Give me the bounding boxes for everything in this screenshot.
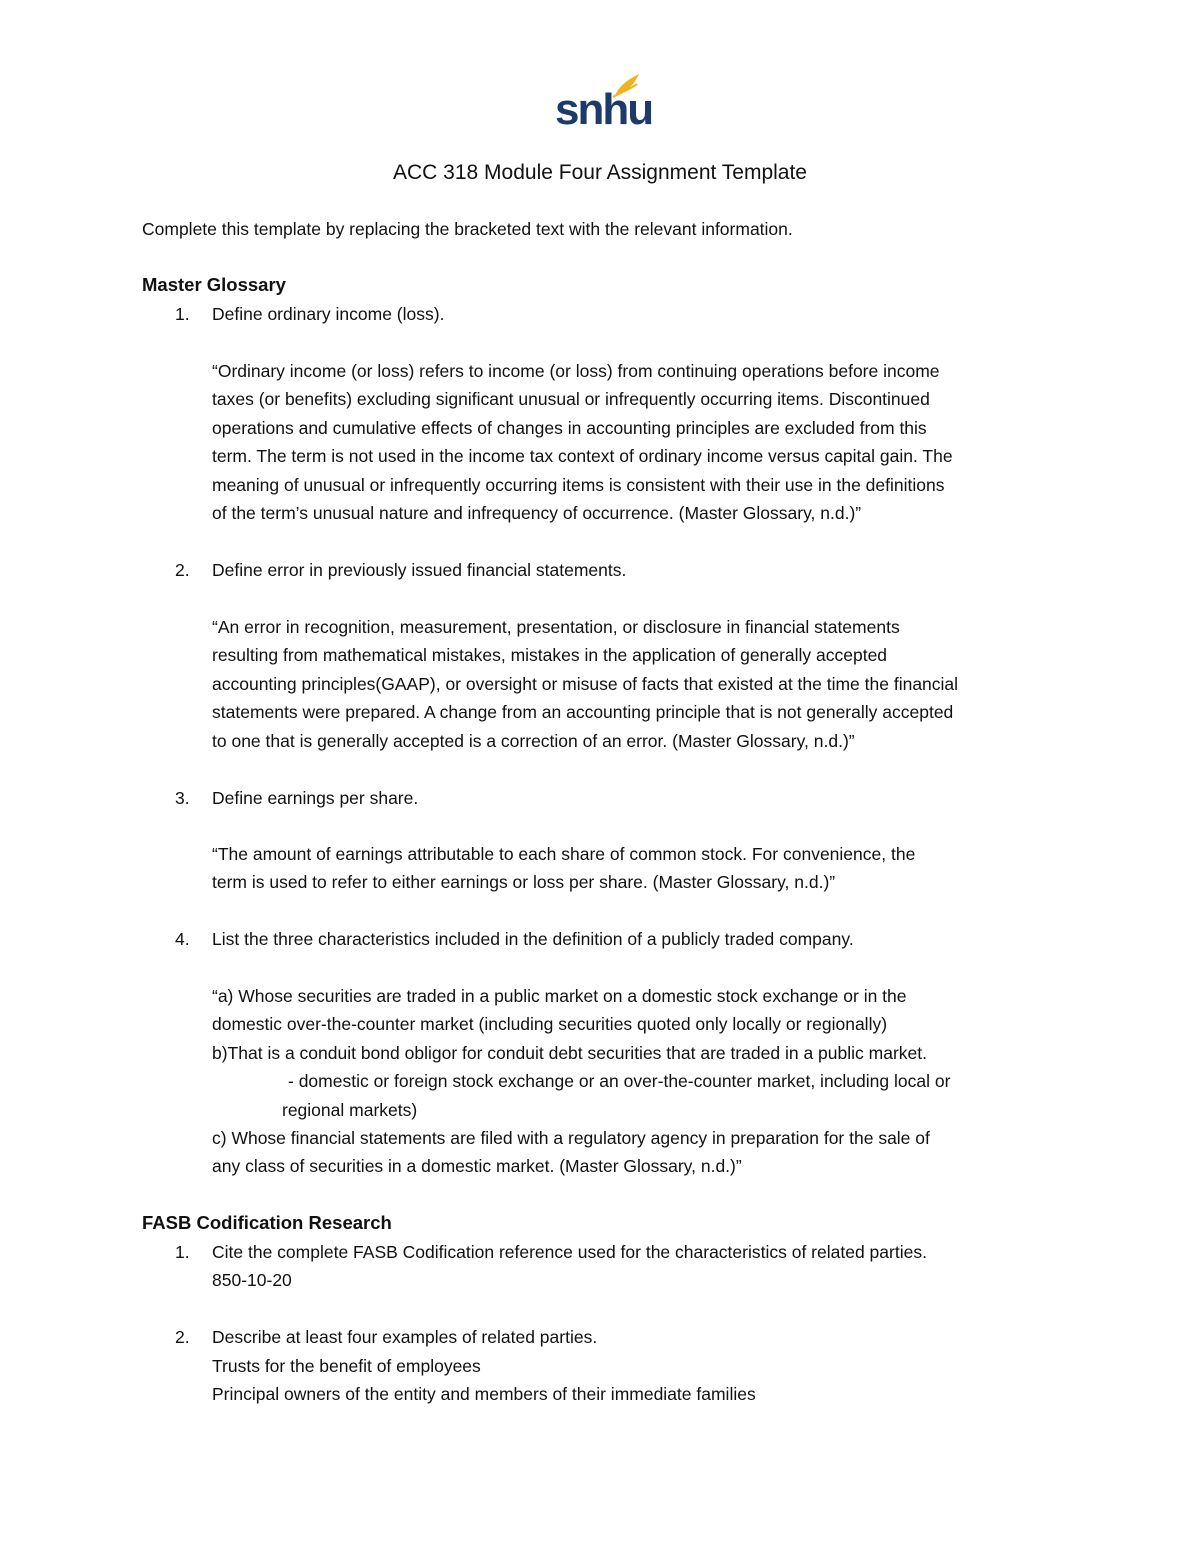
glossary-answer xyxy=(212,840,915,897)
answer-line: statements were prepared. A change from an accounting principle that is not generally accepted xyxy=(212,702,954,723)
answer-line: term is used to refer to either earnings or loss per share. (Master Glossary, n.d.)” xyxy=(212,872,836,893)
answer-line: regional markets) xyxy=(282,1099,418,1120)
answer-line: Trusts for the benefit of employees xyxy=(212,1356,481,1376)
answer-line: “Ordinary income (or loss) refers to income (or loss) from continuing operations before income xyxy=(212,361,940,381)
answer-line: “An error in recognition, measurement, presentation, or disclosure in financial statements xyxy=(212,617,900,637)
item-number: 1. xyxy=(175,1242,190,1262)
fasb-heading: FASB Codification Research xyxy=(142,1212,392,1233)
item-number: 2. xyxy=(175,560,190,580)
glossary-question: Define error in previously issued financial statements. xyxy=(212,560,627,580)
answer-line: Principal owners of the entity and members of their immediate families xyxy=(212,1384,756,1405)
answer-line: any class of securities in a domestic market. (Master Glossary, n.d.)” xyxy=(212,1156,742,1177)
item-number: 2. xyxy=(175,1327,190,1347)
answer-line: term. The term is not used in the income tax context of ordinary income versus capital gain. The xyxy=(212,446,953,467)
glossary-answer xyxy=(212,357,953,527)
fasb-answer xyxy=(212,1266,292,1294)
glossary-answer xyxy=(212,982,950,1181)
answer-line: of the term’s unusual nature and infrequency of occurrence. (Master Glossary, n.d.)” xyxy=(212,502,862,523)
answer-line: meaning of unusual or infrequently occurring items is consistent with their use in the definitions xyxy=(212,474,945,495)
glossary-answer xyxy=(212,613,958,755)
answer-line: operations and cumulative effects of changes in accounting principles are excluded from this xyxy=(212,417,927,438)
answer-line: domestic over-the-counter market (including securities quoted only locally or regionally) xyxy=(212,1014,888,1035)
glossary-question: List the three characteristics included in the definition of a publicly traded company. xyxy=(212,929,854,949)
item-number: 3. xyxy=(175,788,190,808)
answer-line: taxes (or benefits) excluding significant unusual or infrequently occurring items. Discontinued xyxy=(212,389,930,410)
answer-line: resulting from mathematical mistakes, mistakes in the application of generally accepted xyxy=(212,645,888,666)
answer-line: b)That is a conduit bond obligor for conduit debt securities that are traded in a public market. xyxy=(212,1042,927,1063)
answer-line: “The amount of earnings attributable to each share of common stock. For convenience, the xyxy=(212,844,916,864)
answer-line: 850-10-20 xyxy=(212,1270,292,1290)
intro-text: Complete this template by replacing the bracketed text with the relevant information. xyxy=(142,219,793,239)
logo-text: snhu xyxy=(555,85,653,134)
glossary-question: Define ordinary income (loss). xyxy=(212,304,445,324)
fasb-question: Describe at least four examples of related parties. xyxy=(212,1327,598,1347)
answer-line: “a) Whose securities are traded in a public market on a domestic stock exchange or in the xyxy=(212,986,907,1006)
glossary-question: Define earnings per share. xyxy=(212,788,419,808)
answer-line: - domestic or foreign stock exchange or an over-the-counter market, including local or xyxy=(288,1071,951,1092)
item-number: 4. xyxy=(175,929,190,949)
snhu-logo xyxy=(555,72,653,134)
answer-line: to one that is generally accepted is a correction of an error. (Master Glossary, n.d.)” xyxy=(212,730,855,751)
answer-line: c) Whose financial statements are filed with a regulatory agency in preparation for the sale of xyxy=(212,1127,930,1148)
page-title: ACC 318 Module Four Assignment Template xyxy=(393,161,807,184)
fasb-answer xyxy=(212,1352,756,1409)
fasb-question: Cite the complete FASB Codification reference used for the characteristics of related parties. xyxy=(212,1242,927,1262)
master-glossary-heading: Master Glossary xyxy=(142,274,286,295)
answer-line: accounting principles(GAAP), or oversight or misuse of facts that existed at the time the financial xyxy=(212,673,959,694)
item-number: 1. xyxy=(175,304,190,324)
